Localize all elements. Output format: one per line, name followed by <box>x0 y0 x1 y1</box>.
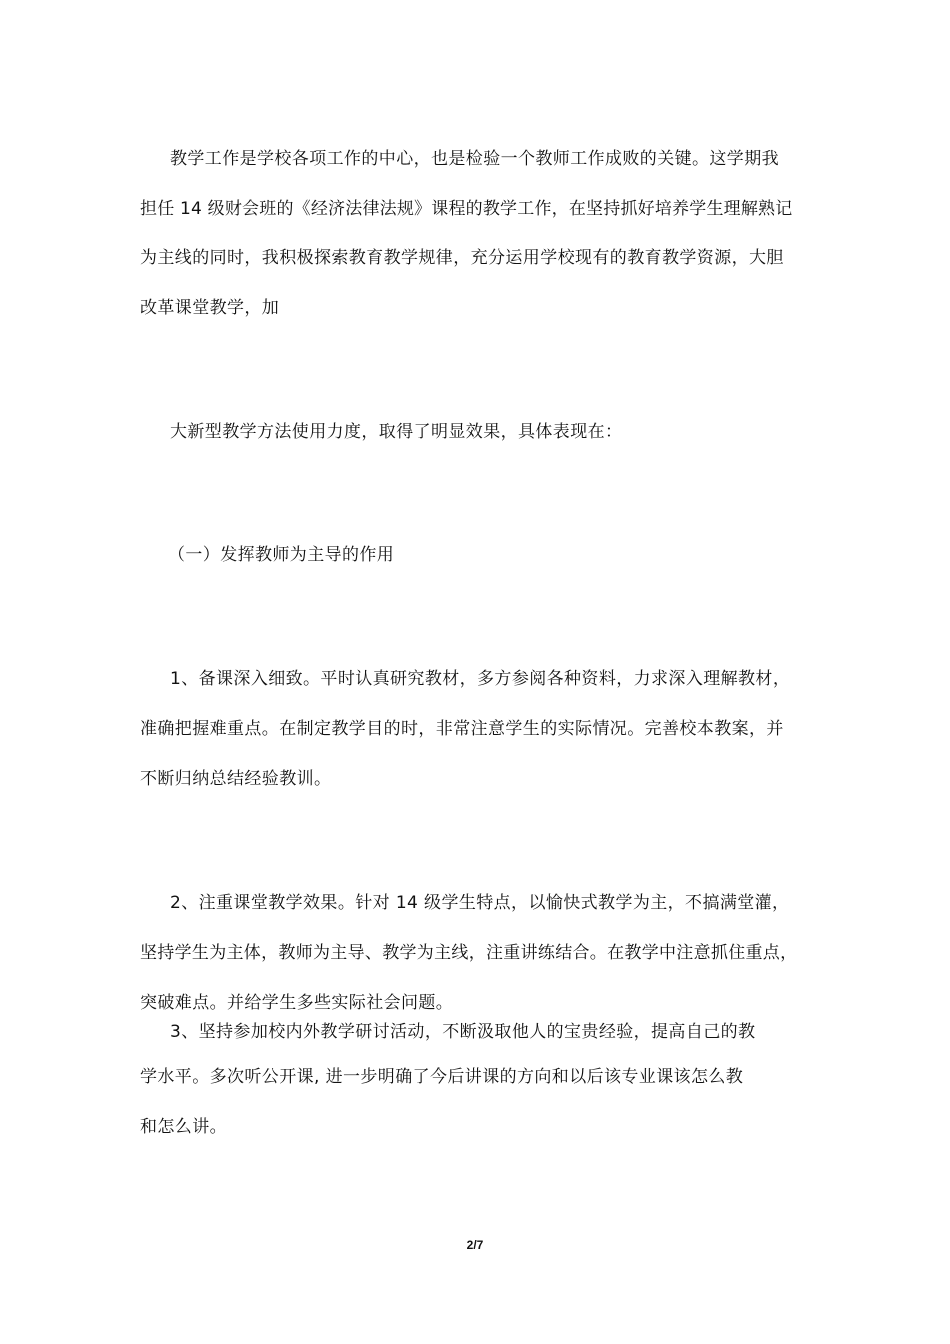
text-line: 不断归纳总结经验教训。 <box>140 769 332 789</box>
text-line: 和怎么讲。 <box>140 1117 227 1137</box>
text-line: 准确把握难重点。在制定教学目的时，非常注意学生的实际情况。完善校本教案，并 <box>140 719 784 739</box>
text-line: 突破难点。并给学生多些实际社会问题。 <box>140 993 454 1013</box>
section-heading: （一）发挥教师为主导的作用 <box>168 545 395 565</box>
text-line: 1、备课深入细致。平时认真研究教材，多方参阅各种资料，力求深入理解教材， <box>170 669 791 689</box>
text-line: 教学工作是学校各项工作的中心，也是检验一个教师工作成败的关键。这学期我 <box>170 149 779 169</box>
text-line: 3、坚持参加校内外教学研讨活动，不断汲取他人的宝贵经验，提高自己的教 <box>170 1022 756 1042</box>
text-line: 改革课堂教学，加 <box>140 298 280 318</box>
text-line: 大新型教学方法使用力度，取得了明显效果，具体表现在： <box>170 422 623 442</box>
text-line: 为主线的同时，我积极探索教育教学规律，充分运用学校现有的教育教学资源，大胆 <box>140 248 784 268</box>
text-line: 坚持学生为主体，教师为主导、教学为主线，注重讲练结合。在教学中注意抓住重点， <box>140 943 798 963</box>
text-line: 学水平。多次听公开课, 进一步明确了今后讲课的方向和以后该专业课该怎么教 <box>140 1067 744 1087</box>
text-line: 2、注重课堂教学效果。针对 14 级学生特点，以愉快式教学为主，不搞满堂灌， <box>170 893 790 913</box>
page-number: 2/7 <box>466 1238 484 1252</box>
text-line: 担任 14 级财会班的《经济法律法规》课程的教学工作，在坚持抓好培养学生理解熟记 <box>140 199 793 219</box>
